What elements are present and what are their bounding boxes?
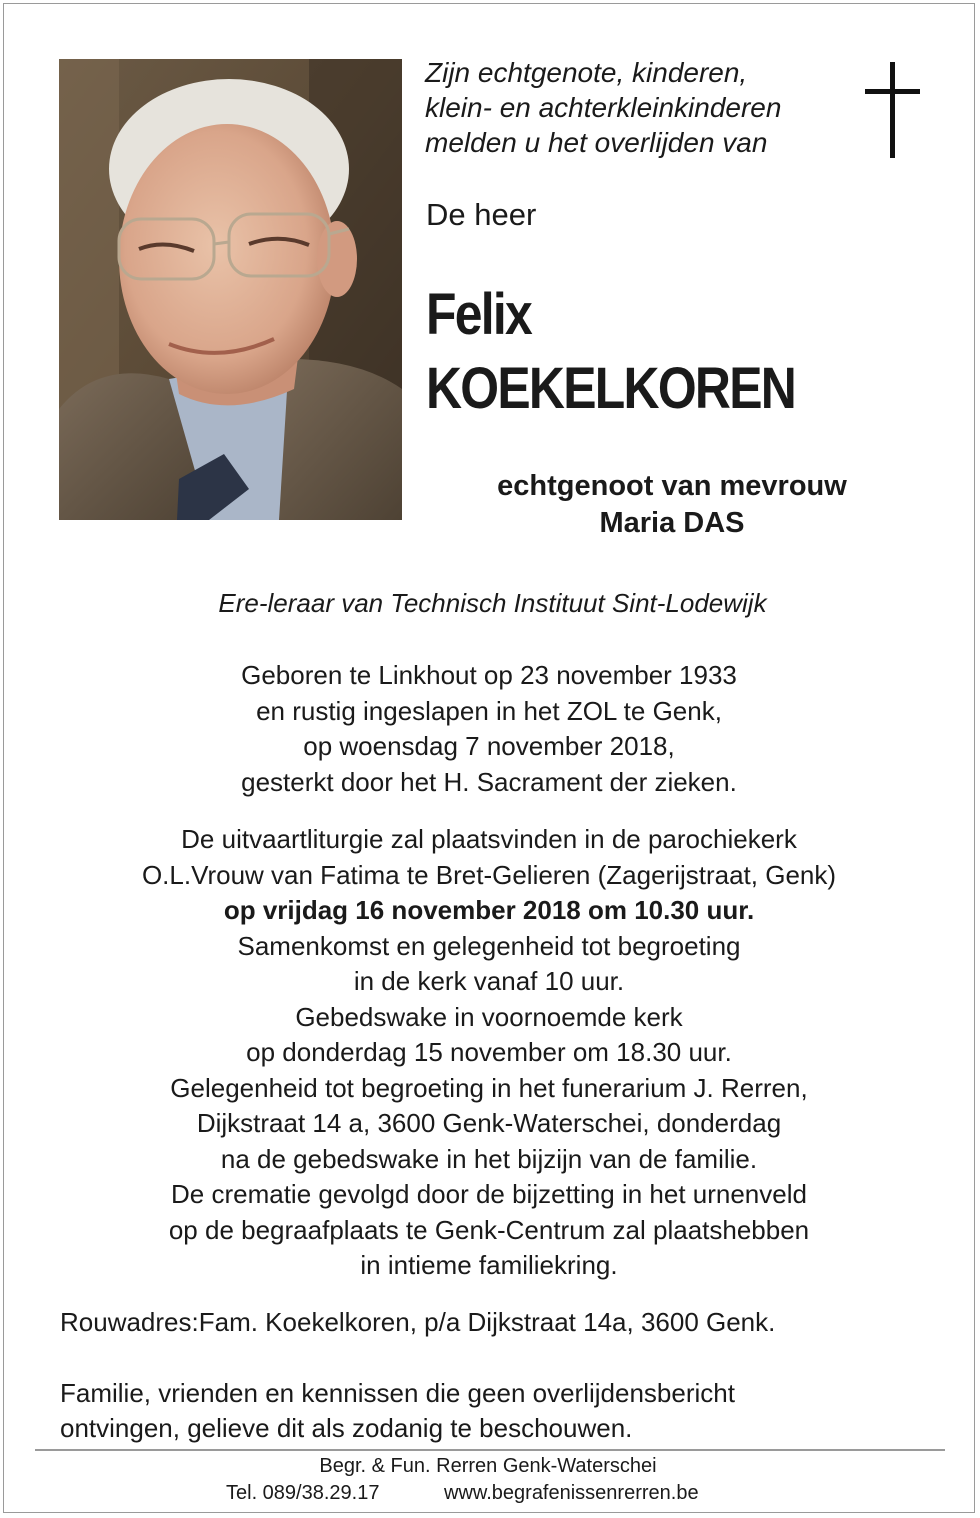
funeral-home-phone: Tel. 089/38.29.17 (226, 1482, 380, 1504)
funeral-home-name: Begr. & Fun. Rerren Genk-Waterschei (319, 1455, 657, 1477)
funeral-home-website[interactable]: www.begrafenissenrerren.be (444, 1482, 699, 1504)
deceased-name (426, 278, 795, 426)
spouse-name: Maria DAS (599, 507, 745, 539)
service-line: na de gebedswake in het bijzijn van de familie. (220, 1143, 758, 1174)
notice-line: Familie, vrienden en kennissen die geen overlijdensbericht (60, 1378, 735, 1408)
notice-line: ontvingen, gelieve dit als zodanig te beschouwen. (60, 1413, 633, 1443)
spouse-line: echtgenoot van mevrouw (497, 470, 847, 502)
service-line: Gebedswake in voornoemde kerk (295, 1001, 683, 1032)
mourning-address: Rouwadres:Fam. Koekelkoren, p/a Dijkstraat 14a, 3600 Genk. (60, 1307, 776, 1337)
service-line: Samenkomst en gelegenheid tot begroeting (237, 930, 741, 961)
service-line: op de begraafplaats te Genk-Centrum zal plaatshebben (168, 1214, 810, 1245)
birth-death-line: op woensdag 7 november 2018, (303, 731, 675, 761)
title-prefix: De heer (426, 197, 537, 232)
birth-death-line: gesterkt door het H. Sacrament der zieken. (241, 766, 737, 797)
birth-death-block (0, 658, 978, 800)
service-line: in de kerk vanaf 10 uur. (353, 966, 625, 996)
portrait-photo (59, 59, 402, 520)
last-name: KOEKELKOREN (426, 356, 796, 421)
service-line: O.L.Vrouw van Fatima te Bret-Gelieren (Zagerijstraat, Genk) (141, 859, 837, 890)
announcement-line: Zijn echtgenote, kinderen, (425, 57, 748, 88)
announcement-line: klein- en achterkleinkinderen (425, 92, 782, 123)
service-line: op donderdag 15 november om 18.30 uur. (246, 1037, 732, 1067)
notice-block (60, 1376, 735, 1446)
birth-death-line: en rustig ingeslapen in het ZOL te Genk, (256, 695, 722, 726)
service-line: Dijkstraat 14 a, 3600 Genk-Waterschei, donderdag (196, 1108, 782, 1138)
service-line: De uitvaartliturgie zal plaatsvinden in de parochiekerk (181, 824, 797, 854)
announcement (425, 55, 781, 160)
service-line: in intieme familiekring. (360, 1250, 618, 1280)
service-line: De crematie gevolgd door de bijzetting in het urnenveld (171, 1179, 807, 1209)
service-line: Gelegenheid tot begroeting in het funerarium J. Rerren, (170, 1072, 808, 1103)
footer-divider (35, 1449, 945, 1451)
service-block (0, 822, 978, 1284)
spouse-block (430, 468, 914, 542)
service-date: op vrijdag 16 november 2018 om 10.30 uur. (223, 895, 755, 925)
birth-death-line: Geboren te Linkhout op 23 november 1933 (241, 660, 737, 690)
cross-icon (862, 60, 924, 160)
deceased-role: Ere-leraar van Technisch Instituut Sint-Lodewijk (218, 588, 767, 618)
first-name: Felix (426, 282, 532, 347)
announcement-line: melden u het overlijden van (425, 127, 768, 158)
